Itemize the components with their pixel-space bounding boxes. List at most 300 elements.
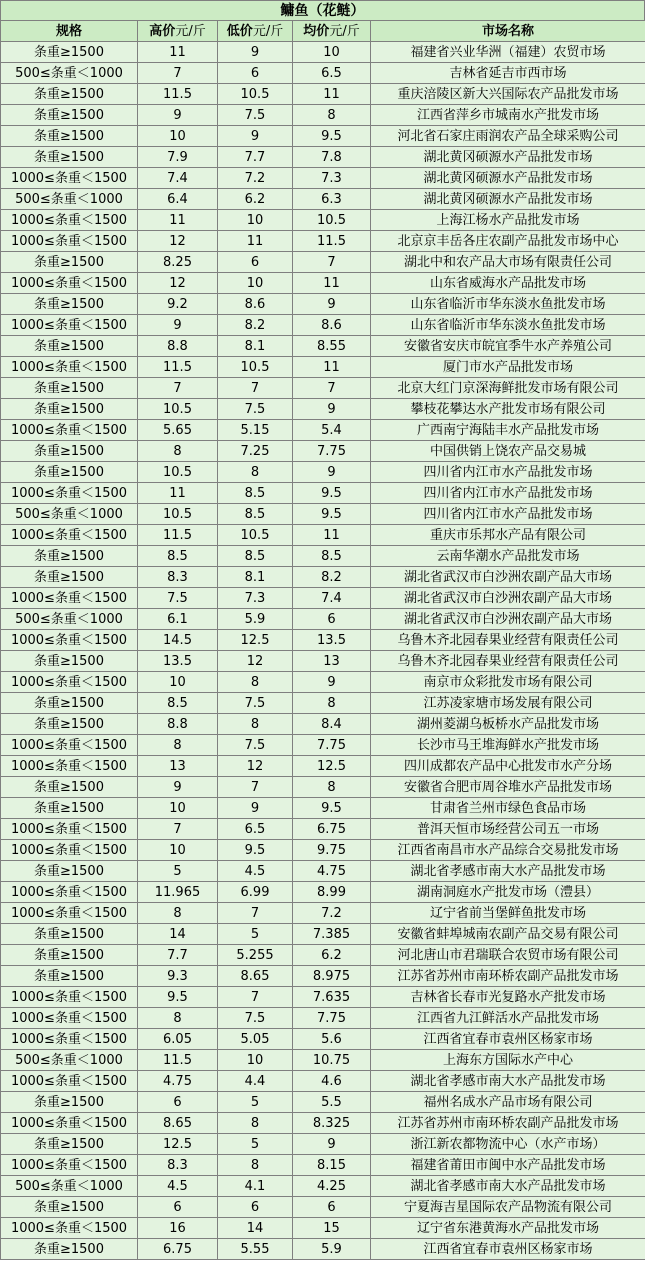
- header-low-price: [218, 21, 293, 42]
- cell-high-price: 10: [138, 126, 218, 147]
- cell-low-price: 10.5: [218, 84, 293, 105]
- cell-spec: 1000≤条重＜1500: [1, 315, 138, 336]
- cell-market: 北京大红门京深海鲜批发市场有限公司: [371, 378, 645, 399]
- cell-market: 厦门市水产品批发市场: [371, 357, 645, 378]
- cell-spec: 1000≤条重＜1500: [1, 231, 138, 252]
- cell-high-price: 9.3: [138, 966, 218, 987]
- table-row: [1, 420, 645, 441]
- cell-high-price: 9: [138, 105, 218, 126]
- cell-high-price: 7: [138, 819, 218, 840]
- cell-spec: 条重≥1500: [1, 1134, 138, 1155]
- cell-low-price: 9: [218, 798, 293, 819]
- cell-high-price: 9: [138, 777, 218, 798]
- table-row: [1, 252, 645, 273]
- cell-avg-price: 10.75: [293, 1050, 371, 1071]
- cell-avg-price: 8.975: [293, 966, 371, 987]
- table-row: [1, 504, 645, 525]
- header-market: 市场名称: [371, 21, 645, 42]
- table-row: [1, 840, 645, 861]
- cell-market: 湖北黄冈硕源水产品批发市场: [371, 147, 645, 168]
- cell-low-price: 7.5: [218, 693, 293, 714]
- table-row: [1, 609, 645, 630]
- cell-market: 江西省九江鲜活水产品批发市场: [371, 1008, 645, 1029]
- cell-high-price: 8.8: [138, 714, 218, 735]
- cell-high-price: 7.5: [138, 588, 218, 609]
- table-row: [1, 336, 645, 357]
- cell-market: 广西南宁海陆丰水产品批发市场: [371, 420, 645, 441]
- cell-spec: 1000≤条重＜1500: [1, 1029, 138, 1050]
- cell-avg-price: 4.75: [293, 861, 371, 882]
- cell-market: 吉林省长春市光复路水产批发市场: [371, 987, 645, 1008]
- cell-market: 浙江新农都物流中心（水产市场）: [371, 1134, 645, 1155]
- table-row: [1, 714, 645, 735]
- table-header: [1, 21, 645, 42]
- table-row: [1, 651, 645, 672]
- cell-high-price: 8: [138, 1008, 218, 1029]
- cell-spec: 1000≤条重＜1500: [1, 903, 138, 924]
- cell-avg-price: 7.3: [293, 168, 371, 189]
- cell-spec: 条重≥1500: [1, 294, 138, 315]
- table-row: [1, 1071, 645, 1092]
- cell-low-price: 5: [218, 924, 293, 945]
- cell-market: 安徽省安庆市皖宜季牛水产养殖公司: [371, 336, 645, 357]
- table-row: [1, 672, 645, 693]
- cell-high-price: 6.1: [138, 609, 218, 630]
- cell-high-price: 7.7: [138, 945, 218, 966]
- cell-low-price: 8: [218, 462, 293, 483]
- cell-high-price: 7: [138, 63, 218, 84]
- cell-spec: 1000≤条重＜1500: [1, 630, 138, 651]
- cell-avg-price: 9.5: [293, 798, 371, 819]
- cell-low-price: 9: [218, 42, 293, 63]
- cell-high-price: 10: [138, 840, 218, 861]
- cell-avg-price: 6.5: [293, 63, 371, 84]
- cell-market: 北京京丰岳各庄农副产品批发市场中心: [371, 231, 645, 252]
- cell-avg-price: 7.75: [293, 1008, 371, 1029]
- cell-market: 江苏凌家塘市场发展有限公司: [371, 693, 645, 714]
- cell-market: 湖北省孝感市南大水产品批发市场: [371, 1071, 645, 1092]
- cell-market: 湖北省武汉市白沙洲农副产品大市场: [371, 609, 645, 630]
- cell-market: 湖州菱湖乌板桥水产品批发市场: [371, 714, 645, 735]
- cell-high-price: 9.5: [138, 987, 218, 1008]
- cell-high-price: 6: [138, 1092, 218, 1113]
- cell-market: 江西省萍乡市城南水产批发市场: [371, 105, 645, 126]
- table-row: [1, 231, 645, 252]
- cell-high-price: 8.3: [138, 1155, 218, 1176]
- cell-spec: 1000≤条重＜1500: [1, 1071, 138, 1092]
- cell-low-price: 4.5: [218, 861, 293, 882]
- cell-market: 湖北省孝感市南大水产品批发市场: [371, 861, 645, 882]
- cell-high-price: 14: [138, 924, 218, 945]
- cell-low-price: 5: [218, 1092, 293, 1113]
- cell-spec: 条重≥1500: [1, 147, 138, 168]
- cell-avg-price: 8.325: [293, 1113, 371, 1134]
- cell-high-price: 6: [138, 1197, 218, 1218]
- cell-spec: 条重≥1500: [1, 693, 138, 714]
- header-low-unit: 元/斤: [252, 23, 284, 39]
- table-row: [1, 1197, 645, 1218]
- cell-avg-price: 11: [293, 525, 371, 546]
- table-row: [1, 63, 645, 84]
- cell-market: 普洱天恒市场经营公司五一市场: [371, 819, 645, 840]
- cell-low-price: 7.5: [218, 735, 293, 756]
- table-row: [1, 126, 645, 147]
- table-row: [1, 168, 645, 189]
- cell-high-price: 8.3: [138, 567, 218, 588]
- cell-high-price: 13: [138, 756, 218, 777]
- cell-market: 四川省内江市水产品批发市场: [371, 504, 645, 525]
- cell-market: 湖北省武汉市白沙洲农副产品大市场: [371, 588, 645, 609]
- cell-spec: 条重≥1500: [1, 924, 138, 945]
- table-body: [1, 42, 645, 1260]
- cell-low-price: 7.25: [218, 441, 293, 462]
- cell-low-price: 6.2: [218, 189, 293, 210]
- cell-avg-price: 12.5: [293, 756, 371, 777]
- cell-avg-price: 9.5: [293, 504, 371, 525]
- cell-avg-price: 11: [293, 357, 371, 378]
- cell-market: 河北唐山市君瑞联合农贸市场有限公司: [371, 945, 645, 966]
- table-row: [1, 1113, 645, 1134]
- table-row: [1, 1050, 645, 1071]
- table-row: [1, 546, 645, 567]
- table-row: [1, 294, 645, 315]
- cell-market: 攀枝花攀达水产批发市场有限公司: [371, 399, 645, 420]
- cell-spec: 1000≤条重＜1500: [1, 882, 138, 903]
- cell-low-price: 8: [218, 672, 293, 693]
- cell-avg-price: 6: [293, 609, 371, 630]
- cell-market: 江西省南昌市水产品综合交易批发市场: [371, 840, 645, 861]
- cell-spec: 1000≤条重＜1500: [1, 1008, 138, 1029]
- cell-high-price: 11: [138, 210, 218, 231]
- cell-avg-price: 7.8: [293, 147, 371, 168]
- table-row: [1, 987, 645, 1008]
- cell-avg-price: 7: [293, 378, 371, 399]
- table-row: [1, 882, 645, 903]
- cell-high-price: 11.5: [138, 525, 218, 546]
- cell-low-price: 5.05: [218, 1029, 293, 1050]
- cell-low-price: 7.2: [218, 168, 293, 189]
- cell-avg-price: 7.385: [293, 924, 371, 945]
- table-row: [1, 147, 645, 168]
- cell-low-price: 5: [218, 1134, 293, 1155]
- cell-spec: 条重≥1500: [1, 441, 138, 462]
- table-row: [1, 105, 645, 126]
- table-row: [1, 210, 645, 231]
- cell-high-price: 10.5: [138, 399, 218, 420]
- cell-spec: 条重≥1500: [1, 567, 138, 588]
- table-row: [1, 1029, 645, 1050]
- cell-low-price: 5.255: [218, 945, 293, 966]
- cell-low-price: 7.3: [218, 588, 293, 609]
- cell-market: 四川成都农产品中心批发市水产分场: [371, 756, 645, 777]
- cell-low-price: 12: [218, 651, 293, 672]
- cell-avg-price: 9: [293, 462, 371, 483]
- cell-low-price: 6: [218, 1197, 293, 1218]
- cell-low-price: 5.55: [218, 1239, 293, 1260]
- cell-avg-price: 4.6: [293, 1071, 371, 1092]
- cell-market: 福州名成水产品市场有限公司: [371, 1092, 645, 1113]
- cell-avg-price: 13: [293, 651, 371, 672]
- cell-avg-price: 8.99: [293, 882, 371, 903]
- cell-spec: 条重≥1500: [1, 651, 138, 672]
- cell-market: 河北省石家庄雨润农产品全球采购公司: [371, 126, 645, 147]
- cell-market: 中国供销上饶农产品交易城: [371, 441, 645, 462]
- cell-spec: 条重≥1500: [1, 462, 138, 483]
- cell-market: 安徽省蚌埠城南农副产品交易有限公司: [371, 924, 645, 945]
- cell-spec: 条重≥1500: [1, 42, 138, 63]
- cell-market: 湖北省武汉市白沙洲农副产品大市场: [371, 567, 645, 588]
- cell-low-price: 8.5: [218, 483, 293, 504]
- cell-avg-price: 7.75: [293, 441, 371, 462]
- cell-avg-price: 6: [293, 1197, 371, 1218]
- cell-avg-price: 9: [293, 1134, 371, 1155]
- cell-high-price: 10.5: [138, 504, 218, 525]
- cell-high-price: 5.65: [138, 420, 218, 441]
- cell-market: 长沙市马王堆海鲜水产批发市场: [371, 735, 645, 756]
- cell-high-price: 5: [138, 861, 218, 882]
- cell-low-price: 7: [218, 378, 293, 399]
- cell-spec: 500≤条重＜1000: [1, 63, 138, 84]
- cell-avg-price: 9.75: [293, 840, 371, 861]
- table-row: [1, 924, 645, 945]
- cell-spec: 条重≥1500: [1, 777, 138, 798]
- cell-low-price: 8.1: [218, 336, 293, 357]
- cell-low-price: 9.5: [218, 840, 293, 861]
- table-row: [1, 357, 645, 378]
- cell-avg-price: 9: [293, 399, 371, 420]
- cell-market: 四川省内江市水产品批发市场: [371, 462, 645, 483]
- cell-market: 福建省莆田市闽中水产品批发市场: [371, 1155, 645, 1176]
- cell-high-price: 8.8: [138, 336, 218, 357]
- cell-low-price: 6: [218, 63, 293, 84]
- table-row: [1, 966, 645, 987]
- cell-spec: 条重≥1500: [1, 126, 138, 147]
- cell-low-price: 6.99: [218, 882, 293, 903]
- cell-spec: 1000≤条重＜1500: [1, 756, 138, 777]
- cell-low-price: 9: [218, 126, 293, 147]
- cell-low-price: 8.5: [218, 504, 293, 525]
- cell-high-price: 9.2: [138, 294, 218, 315]
- cell-low-price: 7.5: [218, 399, 293, 420]
- cell-low-price: 8.6: [218, 294, 293, 315]
- cell-avg-price: 9.5: [293, 126, 371, 147]
- table-row: [1, 903, 645, 924]
- header-high-label: 高价: [149, 23, 176, 39]
- cell-spec: 1000≤条重＜1500: [1, 588, 138, 609]
- cell-spec: 条重≥1500: [1, 714, 138, 735]
- cell-low-price: 7: [218, 987, 293, 1008]
- cell-market: 重庆涪陵区新大兴国际农产品批发市场: [371, 84, 645, 105]
- cell-high-price: 8.5: [138, 546, 218, 567]
- header-avg-unit: 元/斤: [329, 23, 360, 39]
- table-row: [1, 462, 645, 483]
- table-row: [1, 1008, 645, 1029]
- cell-market: 辽宁省东港黄海水产品批发市场: [371, 1218, 645, 1239]
- table-row: [1, 630, 645, 651]
- table-row: [1, 315, 645, 336]
- cell-spec: 500≤条重＜1000: [1, 1176, 138, 1197]
- table-row: [1, 483, 645, 504]
- cell-high-price: 10: [138, 672, 218, 693]
- table-row: [1, 588, 645, 609]
- cell-spec: 1000≤条重＜1500: [1, 1155, 138, 1176]
- cell-low-price: 6: [218, 252, 293, 273]
- cell-market: 甘肃省兰州市绿色食品市场: [371, 798, 645, 819]
- cell-avg-price: 9: [293, 294, 371, 315]
- table-row: [1, 1239, 645, 1260]
- cell-avg-price: 8.6: [293, 315, 371, 336]
- table-row: [1, 189, 645, 210]
- table-row: [1, 84, 645, 105]
- cell-high-price: 8: [138, 903, 218, 924]
- table-row: [1, 441, 645, 462]
- cell-high-price: 8.5: [138, 693, 218, 714]
- cell-avg-price: 7: [293, 252, 371, 273]
- cell-avg-price: 5.6: [293, 1029, 371, 1050]
- cell-avg-price: 7.75: [293, 735, 371, 756]
- table-row: [1, 567, 645, 588]
- cell-spec: 1000≤条重＜1500: [1, 483, 138, 504]
- cell-avg-price: 5.4: [293, 420, 371, 441]
- cell-high-price: 13.5: [138, 651, 218, 672]
- cell-market: 江西省宜春市袁州区杨家市场: [371, 1029, 645, 1050]
- cell-high-price: 16: [138, 1218, 218, 1239]
- cell-low-price: 6.5: [218, 819, 293, 840]
- cell-spec: 条重≥1500: [1, 945, 138, 966]
- cell-avg-price: 8: [293, 693, 371, 714]
- cell-avg-price: 4.25: [293, 1176, 371, 1197]
- cell-market: 山东省威海水产品批发市场: [371, 273, 645, 294]
- cell-spec: 条重≥1500: [1, 336, 138, 357]
- table-row: [1, 42, 645, 63]
- cell-high-price: 6.4: [138, 189, 218, 210]
- cell-avg-price: 8: [293, 777, 371, 798]
- cell-market: 湖北黄冈硕源水产品批发市场: [371, 168, 645, 189]
- cell-market: 江西省宜春市袁州区杨家市场: [371, 1239, 645, 1260]
- cell-high-price: 4.75: [138, 1071, 218, 1092]
- cell-high-price: 7: [138, 378, 218, 399]
- table-row: [1, 1218, 645, 1239]
- cell-avg-price: 6.2: [293, 945, 371, 966]
- cell-low-price: 10: [218, 210, 293, 231]
- cell-low-price: 11: [218, 231, 293, 252]
- table-title: 鳙鱼（花鲢）: [0, 0, 645, 20]
- price-table: [0, 20, 645, 1260]
- cell-avg-price: 10: [293, 42, 371, 63]
- cell-spec: 1000≤条重＜1500: [1, 1218, 138, 1239]
- cell-spec: 1000≤条重＜1500: [1, 819, 138, 840]
- cell-avg-price: 13.5: [293, 630, 371, 651]
- table-row: [1, 693, 645, 714]
- cell-high-price: 11.5: [138, 357, 218, 378]
- cell-spec: 条重≥1500: [1, 1197, 138, 1218]
- cell-low-price: 10.5: [218, 525, 293, 546]
- cell-avg-price: 6.3: [293, 189, 371, 210]
- cell-low-price: 10: [218, 273, 293, 294]
- cell-avg-price: 6.75: [293, 819, 371, 840]
- cell-avg-price: 7.4: [293, 588, 371, 609]
- cell-spec: 500≤条重＜1000: [1, 1050, 138, 1071]
- table-row: [1, 378, 645, 399]
- table-row: [1, 1134, 645, 1155]
- header-avg-label: 均价: [303, 23, 330, 39]
- cell-spec: 1000≤条重＜1500: [1, 672, 138, 693]
- cell-high-price: 8: [138, 441, 218, 462]
- cell-high-price: 6.05: [138, 1029, 218, 1050]
- cell-low-price: 4.4: [218, 1071, 293, 1092]
- table-row: [1, 399, 645, 420]
- table-row: [1, 1155, 645, 1176]
- cell-low-price: 14: [218, 1218, 293, 1239]
- cell-low-price: 7: [218, 777, 293, 798]
- cell-high-price: 8.25: [138, 252, 218, 273]
- table-row: [1, 756, 645, 777]
- cell-spec: 1000≤条重＜1500: [1, 987, 138, 1008]
- cell-low-price: 7.7: [218, 147, 293, 168]
- cell-high-price: 11: [138, 483, 218, 504]
- cell-spec: 1000≤条重＜1500: [1, 420, 138, 441]
- cell-low-price: 8.2: [218, 315, 293, 336]
- cell-avg-price: 7.635: [293, 987, 371, 1008]
- cell-spec: 条重≥1500: [1, 966, 138, 987]
- cell-avg-price: 7.2: [293, 903, 371, 924]
- cell-high-price: 10.5: [138, 462, 218, 483]
- cell-low-price: 12: [218, 756, 293, 777]
- cell-high-price: 12.5: [138, 1134, 218, 1155]
- cell-avg-price: 10.5: [293, 210, 371, 231]
- cell-low-price: 7.5: [218, 1008, 293, 1029]
- cell-market: 安徽省合肥市周谷堆水产品批发市场: [371, 777, 645, 798]
- cell-high-price: 11.5: [138, 1050, 218, 1071]
- cell-high-price: 12: [138, 273, 218, 294]
- cell-high-price: 7.4: [138, 168, 218, 189]
- cell-avg-price: 15: [293, 1218, 371, 1239]
- cell-low-price: 4.1: [218, 1176, 293, 1197]
- cell-high-price: 11.5: [138, 84, 218, 105]
- header-spec: 规格: [1, 21, 138, 42]
- cell-market: 山东省临沂市华东淡水鱼批发市场: [371, 315, 645, 336]
- cell-spec: 条重≥1500: [1, 546, 138, 567]
- cell-spec: 1000≤条重＜1500: [1, 525, 138, 546]
- header-low-label: 低价: [226, 23, 253, 39]
- cell-spec: 500≤条重＜1000: [1, 609, 138, 630]
- cell-avg-price: 8.55: [293, 336, 371, 357]
- cell-market: 湖南洞庭水产批发市场（澧县）: [371, 882, 645, 903]
- table-row: [1, 735, 645, 756]
- cell-market: 云南华潮水产品批发市场: [371, 546, 645, 567]
- cell-avg-price: 8.4: [293, 714, 371, 735]
- cell-market: 南京市众彩批发市场有限公司: [371, 672, 645, 693]
- cell-market: 乌鲁木齐北园春果业经营有限责任公司: [371, 651, 645, 672]
- cell-avg-price: 11: [293, 84, 371, 105]
- table-row: [1, 525, 645, 546]
- cell-low-price: 8.5: [218, 546, 293, 567]
- cell-market: 乌鲁木齐北园春果业经营有限责任公司: [371, 630, 645, 651]
- cell-avg-price: 5.9: [293, 1239, 371, 1260]
- cell-high-price: 12: [138, 231, 218, 252]
- cell-market: 湖北中和农产品大市场有限责任公司: [371, 252, 645, 273]
- table-row: [1, 1092, 645, 1113]
- cell-avg-price: 9: [293, 672, 371, 693]
- cell-avg-price: 11: [293, 273, 371, 294]
- cell-spec: 条重≥1500: [1, 861, 138, 882]
- cell-high-price: 10: [138, 798, 218, 819]
- table-row: [1, 861, 645, 882]
- cell-avg-price: 11.5: [293, 231, 371, 252]
- cell-low-price: 10.5: [218, 357, 293, 378]
- cell-spec: 条重≥1500: [1, 1092, 138, 1113]
- cell-market: 重庆市乐邦水产品有限公司: [371, 525, 645, 546]
